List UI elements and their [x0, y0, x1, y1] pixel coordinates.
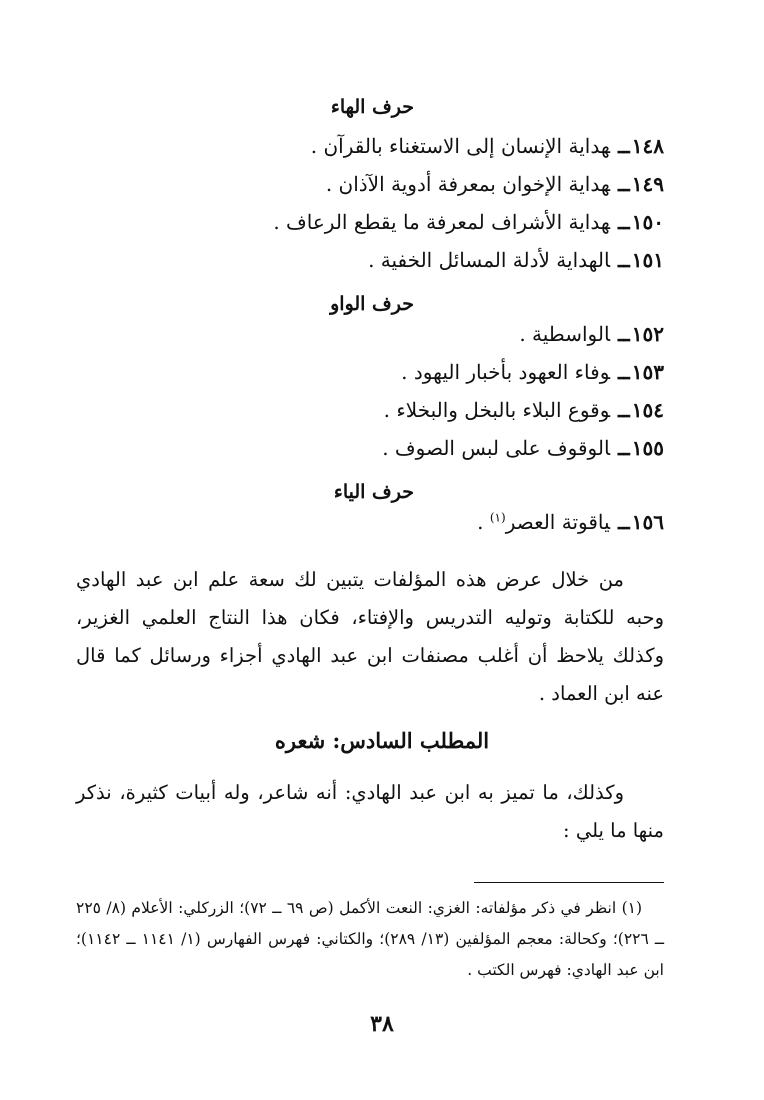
section-heading-haa: حرف الهاء [330, 96, 414, 118]
item-dash: ــ [618, 398, 630, 422]
item-number: ١٥٠ [631, 210, 664, 234]
item-text: هداية الأشراف لمعرفة ما يقطع الرعاف . [273, 210, 611, 234]
item-dash: ــ [618, 210, 630, 234]
item-number: ١٤٩ [631, 172, 664, 196]
item-text: وقوع البلاء بالبخل والبخلاء . [383, 398, 611, 422]
item-number: ١٥١ [631, 248, 664, 272]
body-paragraph-2 [76, 774, 664, 850]
item-text: الوقوف على لبس الصوف . [382, 436, 611, 460]
body-paragraph-1 [76, 561, 664, 713]
item-number: ١٥٥ [631, 436, 664, 460]
item-text: ياقوتة العصر [505, 510, 611, 534]
item-number: ١٥٦ [631, 510, 664, 534]
footnote [76, 893, 664, 986]
item-dash: ــ [618, 360, 630, 384]
item-number: ١٥٢ [631, 322, 664, 346]
footnote-reference: (١) [489, 510, 506, 525]
page-number: ٣٨ [370, 1011, 394, 1037]
section-heading-yaa: حرف الياء [333, 481, 414, 503]
item-dash: ــ [618, 436, 630, 460]
section-heading-waw: حرف الواو [330, 293, 414, 315]
item-number: ١٥٤ [631, 398, 664, 422]
item-dash: ــ [618, 134, 630, 158]
list-item [382, 436, 664, 460]
paragraph-text: وكذلك، ما تميز به ابن عبد الهادي: أنه شاعر، وله أبيات كثيرة، نذكر منها ما يلي : [76, 781, 664, 842]
item-number: ١٤٨ [631, 134, 664, 158]
item-text: الواسطية . [519, 322, 611, 346]
list-item [326, 172, 664, 196]
item-text: هداية الإخوان بمعرفة أدوية الآذان . [325, 172, 611, 196]
list-item [311, 134, 664, 158]
item-tail: . [477, 510, 490, 534]
item-dash: ــ [618, 322, 630, 346]
item-text: هداية الإنسان إلى الاستغناء بالقرآن . [310, 134, 611, 158]
item-dash: ــ [618, 248, 630, 272]
list-item [401, 360, 664, 384]
list-item [368, 248, 664, 272]
section-title: المطلب السادس: شعره [274, 728, 490, 753]
footnote-text: (١) انظر في ذكر مؤلفاته: الغزي: النعت الأكمل (ص ٦٩ ــ ٧٢)؛ الزركلي: الأعلام (٨/ ٢٢٥ ــ ٢٢٦)؛ وكحالة: معجم المؤلفين (١٣/ ٢٨٩)؛ والكتاني: فهرس الفهارس (١/ ١١٤١ ــ ١١٤٢)؛ ابن عبد الهادي: فهرس الكتب . [76, 899, 665, 979]
footnote-separator [474, 882, 664, 883]
list-item [273, 210, 664, 234]
item-text: الهداية لأدلة المسائل الخفية . [368, 248, 611, 272]
list-item [477, 510, 664, 534]
item-dash: ــ [618, 172, 630, 196]
item-dash: ــ [618, 510, 630, 534]
list-item [384, 398, 664, 422]
paragraph-text: من خلال عرض هذه المؤلفات يتبين لك سعة علم ابن عبد الهادي وحبه للكتابة وتوليه التدريس والإفتاء، فكان هذا النتاج العلمي الغزير، وكذلك يلاحظ أن أغلب مصنفات ابن عبد الهادي أجزاء ورسائل كما قال عنه ابن العماد . [76, 568, 664, 705]
item-text: وفاء العهود بأخبار اليهود . [401, 360, 611, 384]
list-item [519, 322, 664, 346]
item-number: ١٥٣ [631, 360, 664, 384]
